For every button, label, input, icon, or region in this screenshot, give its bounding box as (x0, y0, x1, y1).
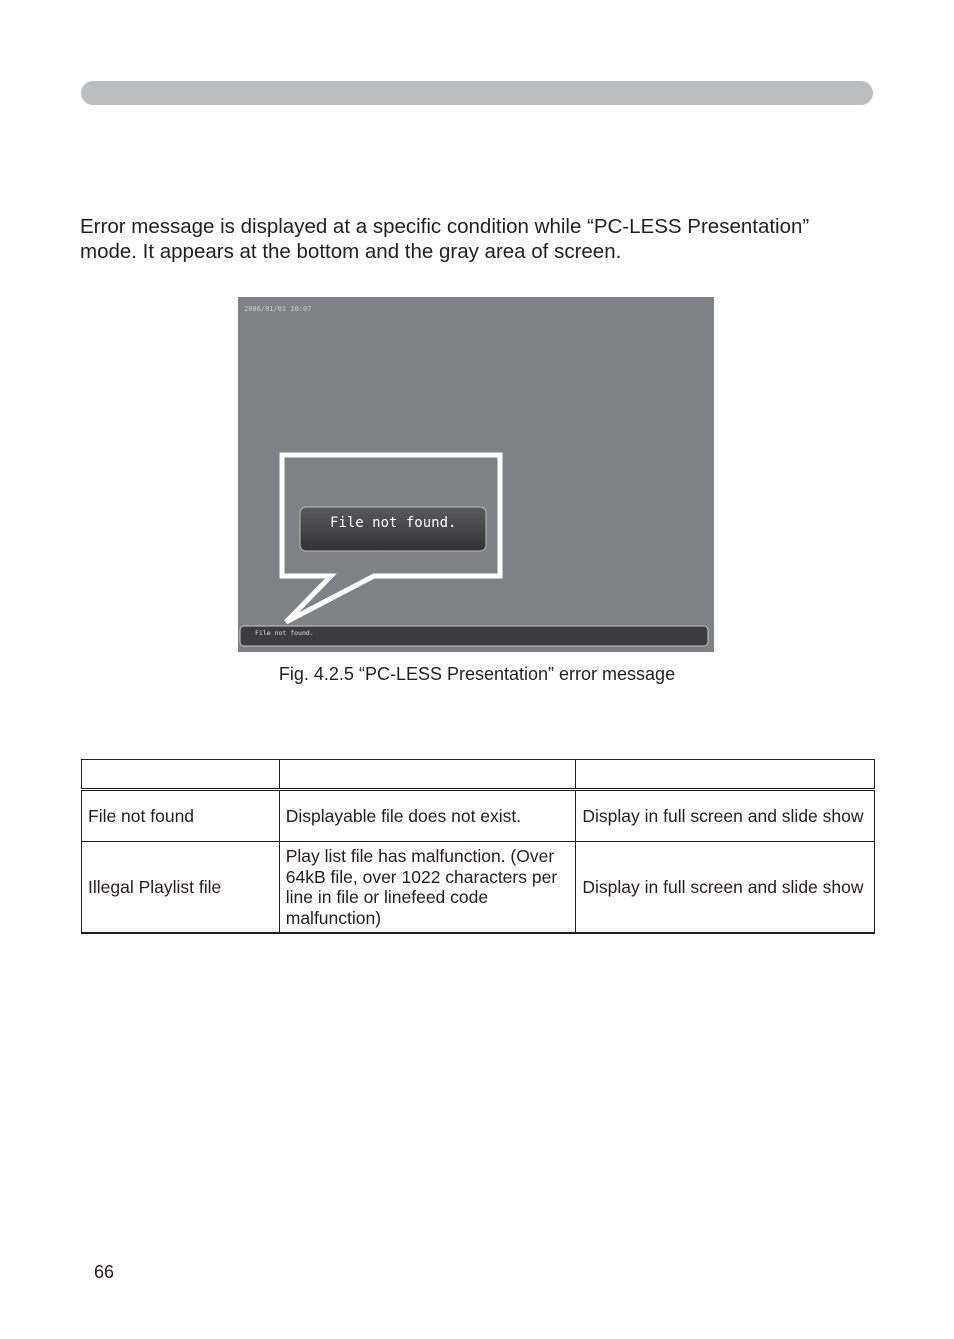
cell-message: Illegal Playlist file (82, 842, 280, 934)
intro-line-1: Error message is displayed at a specific condition while “PC-LESS Presentation” (80, 215, 810, 238)
cell-description: Play list file has malfunction. (Over 64kB file, over 1022 characters per line in file or linefeed code malfunction) (279, 842, 576, 934)
status-bar-message: File not found. (255, 629, 314, 637)
header-mode (576, 760, 875, 790)
page-number: 66 (94, 1262, 115, 1282)
table-row (82, 790, 875, 842)
section-header-bar (81, 81, 873, 105)
header-message (82, 760, 280, 790)
table-row (82, 842, 875, 934)
intro-paragraph (80, 214, 880, 264)
table-header-row (82, 760, 875, 790)
error-message-figure (238, 297, 714, 652)
header-description (279, 760, 576, 790)
cell-description: Displayable file does not exist. (279, 790, 576, 842)
intro-line-2: mode. It appears at the bottom and the gray area of screen. (80, 240, 622, 263)
projector-screen-illustration (238, 297, 714, 652)
cell-message: File not found (82, 790, 280, 842)
figure-caption: Fig. 4.2.5 “PC-LESS Presentation” error message (278, 664, 676, 684)
cell-mode: Display in full screen and slide show (576, 842, 875, 934)
cell-mode: Display in full screen and slide show (576, 790, 875, 842)
message-box-text: File not found. (330, 515, 457, 531)
screen-corner-text: 2006/01/01 10:07 (244, 305, 312, 313)
error-message-table (81, 759, 875, 934)
